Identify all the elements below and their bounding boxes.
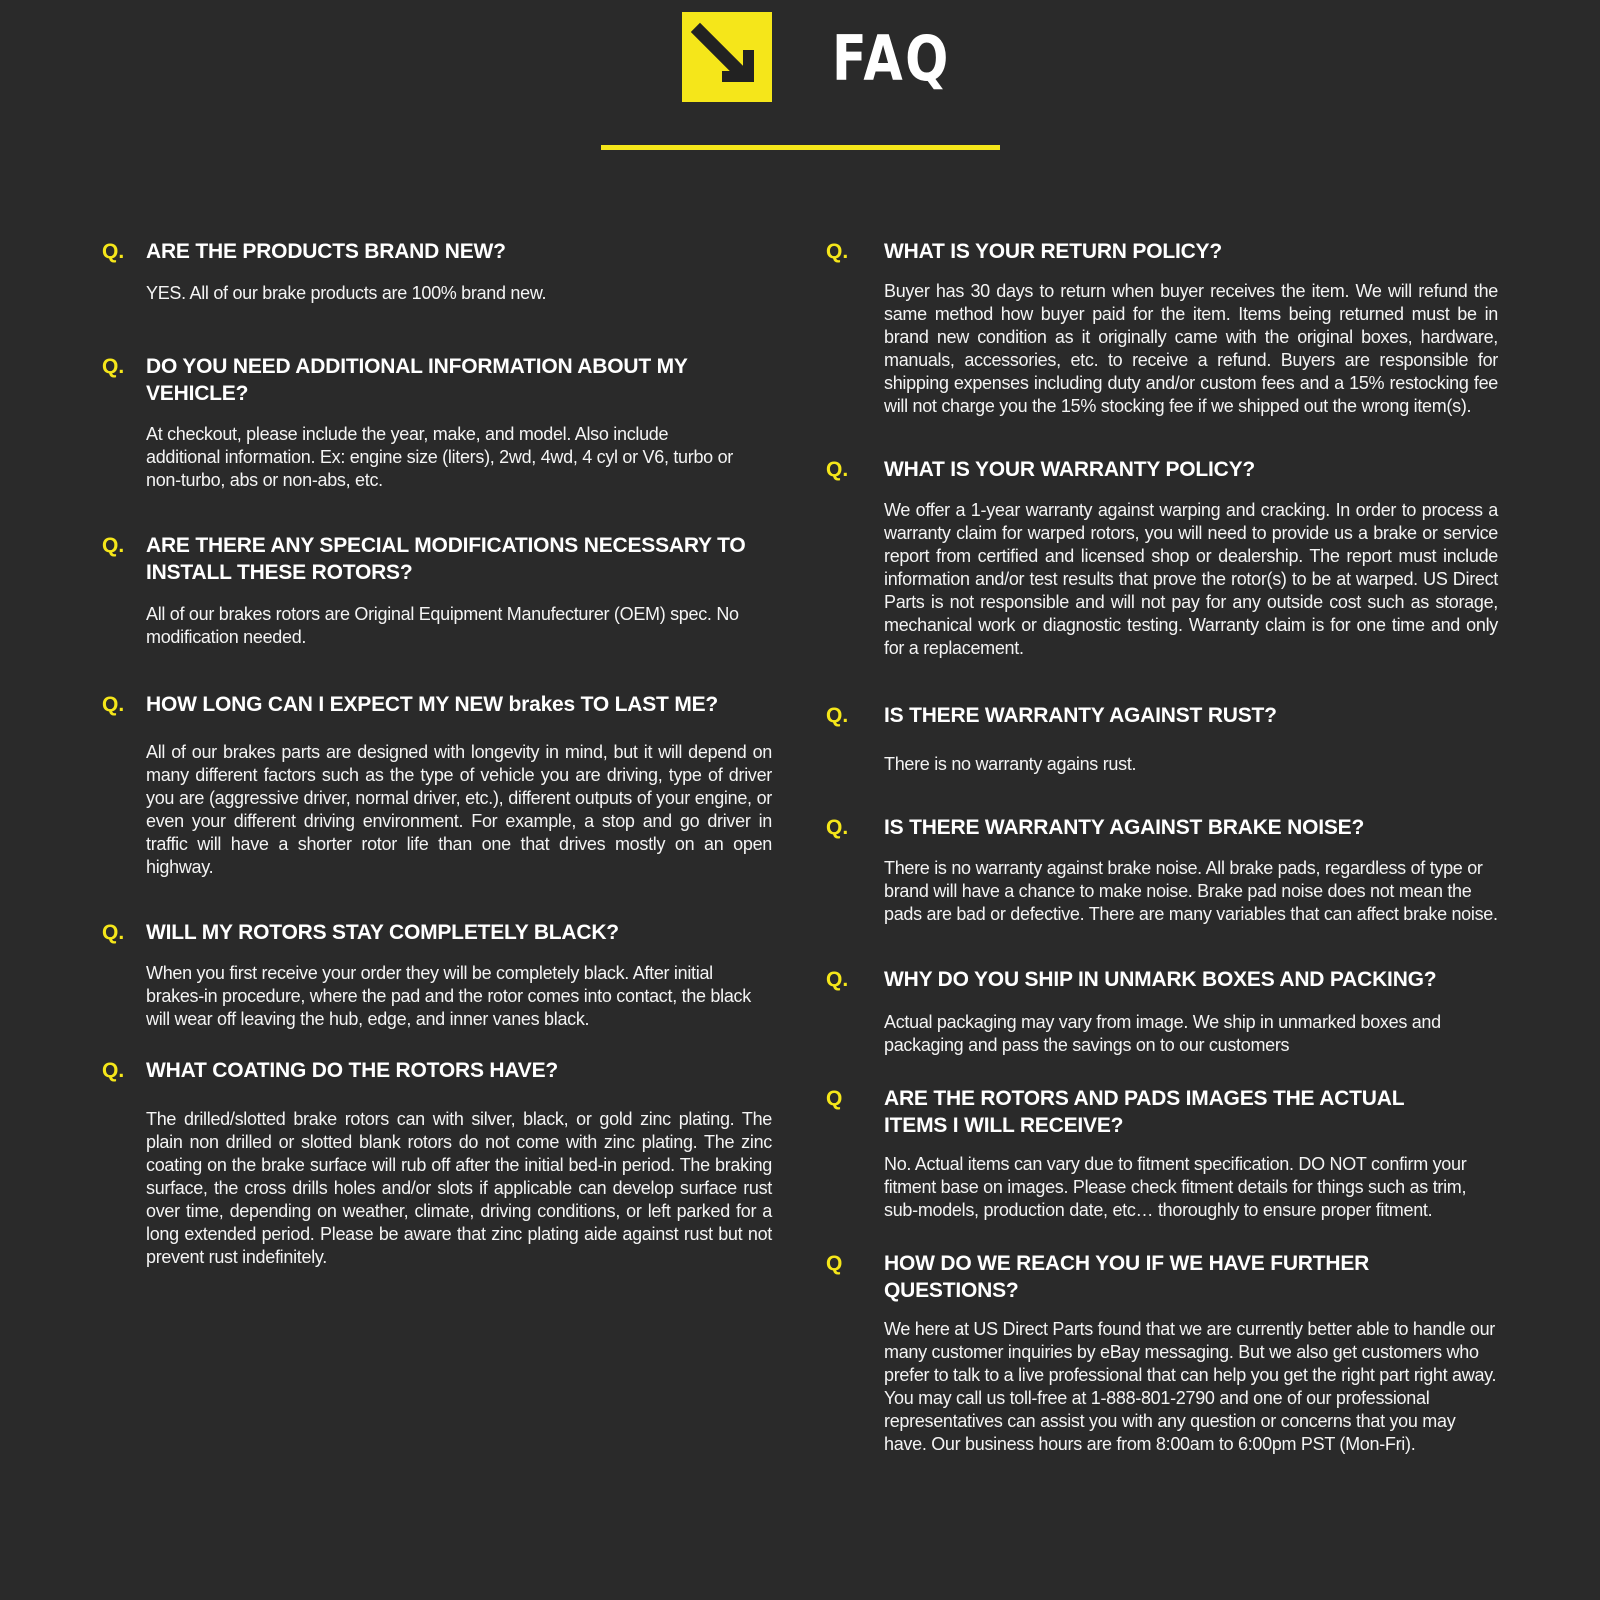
q-marker: Q. <box>826 458 849 481</box>
faq-answer: There is no warranty against brake noise. All brake pads, regardless of type or brand will have a chance to make noise. Brake pad noise does not mean the pads are bad or defective. There are many variables that can affect brake noise. <box>884 858 1498 924</box>
faq-question: DO YOU NEED ADDITIONAL INFORMATION ABOUT MY VEHICLE? <box>146 355 688 405</box>
faq-answer: No. Actual items can vary due to fitment specification. DO NOT confirm your fitment base on images. Please check fitment details for things such as trim, sub-models, production date, etc… thoroughly to ensure proper fitment. <box>884 1154 1467 1220</box>
faq-item <box>102 691 772 879</box>
q-marker: Q. <box>826 704 849 727</box>
faq-item <box>826 966 1498 1057</box>
faq-item <box>826 702 1498 776</box>
faq-item <box>826 456 1498 660</box>
q-marker: Q. <box>826 968 849 991</box>
q-marker: Q. <box>826 816 849 839</box>
q-marker: Q <box>826 1087 843 1110</box>
faq-answer: We here at US Direct Parts found that we are currently better able to handle our many customer inquiries by eBay messaging. But we also get customers who prefer to talk to a live professional that can help you get the right part right away. You may call us toll-free at 1-888-801-2790 and one of our professional representatives can assist you with any question or concerns that you may have. Our business hours are from 8:00am to 6:00pm PST (Mon-Fri). <box>884 1319 1497 1454</box>
arrow-down-right-icon <box>682 12 772 102</box>
faq-question: WHAT IS YOUR RETURN POLICY? <box>884 240 1222 263</box>
faq-item <box>826 814 1498 926</box>
faq-header <box>0 0 1600 160</box>
q-marker: Q. <box>102 1059 125 1082</box>
faq-question: HOW LONG CAN I EXPECT MY NEW brakes TO LAST ME? <box>146 693 719 716</box>
faq-question: WILL MY ROTORS STAY COMPLETELY BLACK? <box>146 921 619 944</box>
q-marker: Q. <box>102 355 125 378</box>
faq-question: IS THERE WARRANTY AGAINST BRAKE NOISE? <box>884 816 1365 839</box>
faq-answer: At checkout, please include the year, make, and model. Also include additional information. Ex: engine size (liters), 2wd, 4wd, 4 cyl or V6, turbo or non-turbo, abs or non-abs, etc. <box>146 424 733 490</box>
faq-answer: There is no warranty agains rust. <box>884 754 1137 774</box>
page-title: FAQ <box>832 22 951 95</box>
faq-question: ARE THERE ANY SPECIAL MODIFICATIONS NECESSARY TO INSTALL THESE ROTORS? <box>146 534 746 584</box>
faq-answer: Actual packaging may vary from image. We ship in unmarked boxes and packaging and pass the savings on to our customers <box>884 1012 1441 1055</box>
faq-question: HOW DO WE REACH YOU IF WE HAVE FURTHER QUESTIONS? <box>884 1252 1370 1302</box>
q-marker: Q. <box>102 921 125 944</box>
title-underline <box>601 145 1000 150</box>
faq-item <box>102 1057 772 1269</box>
q-marker: Q. <box>102 534 125 557</box>
faq-answer: The drilled/slotted brake rotors can with silver, black, or gold zinc plating. The plain non drilled or slotted blank rotors do not come with zinc plating. The zinc coating on the brake surface will rub off after the initial bed-in period. The braking surface, the cross drills holes and/or slots if applicable can develop surface rust over time, depending on weather, climate, driving conditions, or left parked for a long extended period. Please be aware that zinc plating aide against rust but not prevent rust indefinitely. <box>146 1109 772 1267</box>
faq-item <box>102 919 772 1031</box>
q-marker: Q. <box>102 693 125 716</box>
q-marker: Q <box>826 1252 843 1275</box>
faq-question: IS THERE WARRANTY AGAINST RUST? <box>884 704 1277 727</box>
faq-answer: We offer a 1-year warranty against warping and cracking. In order to process a warranty claim for warped rotors, you will need to provide us a brake or service report from certified and licensed shop or dealership. The report must include information and/or test results that prove the rotor(s) to be at warped. US Direct Parts is not responsible and will not pay for any outside cost such as storage, mechanical work or diagnostic testing. Warranty claim is for one time and only for a replacement. <box>884 500 1498 658</box>
faq-question: WHY DO YOU SHIP IN UNMARK BOXES AND PACKING? <box>884 968 1437 991</box>
faq-item <box>826 1250 1498 1456</box>
faq-question: ARE THE PRODUCTS BRAND NEW? <box>146 240 506 263</box>
faq-item <box>826 1085 1498 1222</box>
faq-question: ARE THE ROTORS AND PADS IMAGES THE ACTUAL ITEMS I WILL RECEIVE? <box>884 1087 1404 1137</box>
q-marker: Q. <box>826 240 849 263</box>
faq-answer: All of our brakes rotors are Original Equipment Manufecturer (OEM) spec. No modification needed. <box>146 604 739 647</box>
faq-item <box>102 532 772 649</box>
faq-item <box>826 238 1498 418</box>
faq-item <box>102 238 772 305</box>
faq-answer: Buyer has 30 days to return when buyer receives the item. We will refund the same method how buyer paid for the item. Items being returned must be in brand new condition as it originally came with the original boxes, hardware, manuals, accessories, etc. to receive a refund. Buyers are responsible for shipping expenses including duty and/or custom fees and a 15% restocking fee will not charge you the 15% stocking fee if we shipped out the wrong item(s). <box>884 281 1498 416</box>
faq-answer: YES. All of our brake products are 100% brand new. <box>146 283 547 303</box>
faq-column-right <box>826 238 1498 1456</box>
faq-question: WHAT COATING DO THE ROTORS HAVE? <box>146 1059 559 1082</box>
faq-column-left <box>102 238 772 1269</box>
logo-box <box>682 12 772 102</box>
faq-answer: When you first receive your order they will be completely black. After initial brakes-in procedure, where the pad and the rotor comes into contact, the black will wear off leaving the hub, edge, and inner vanes black. <box>146 963 751 1029</box>
faq-item <box>102 353 772 492</box>
faq-question: WHAT IS YOUR WARRANTY POLICY? <box>884 458 1256 481</box>
q-marker: Q. <box>102 240 125 263</box>
faq-answer: All of our brakes parts are designed with longevity in mind, but it will depend on many different factors such as the type of vehicle you are driving, type of driver you are (aggressive driver, normal driver, etc.), different outputs of your engine, or even your different driving environment. For example, a stop and go driver in traffic will have a shorter rotor life than one that drives mostly on an open highway. <box>146 742 772 877</box>
